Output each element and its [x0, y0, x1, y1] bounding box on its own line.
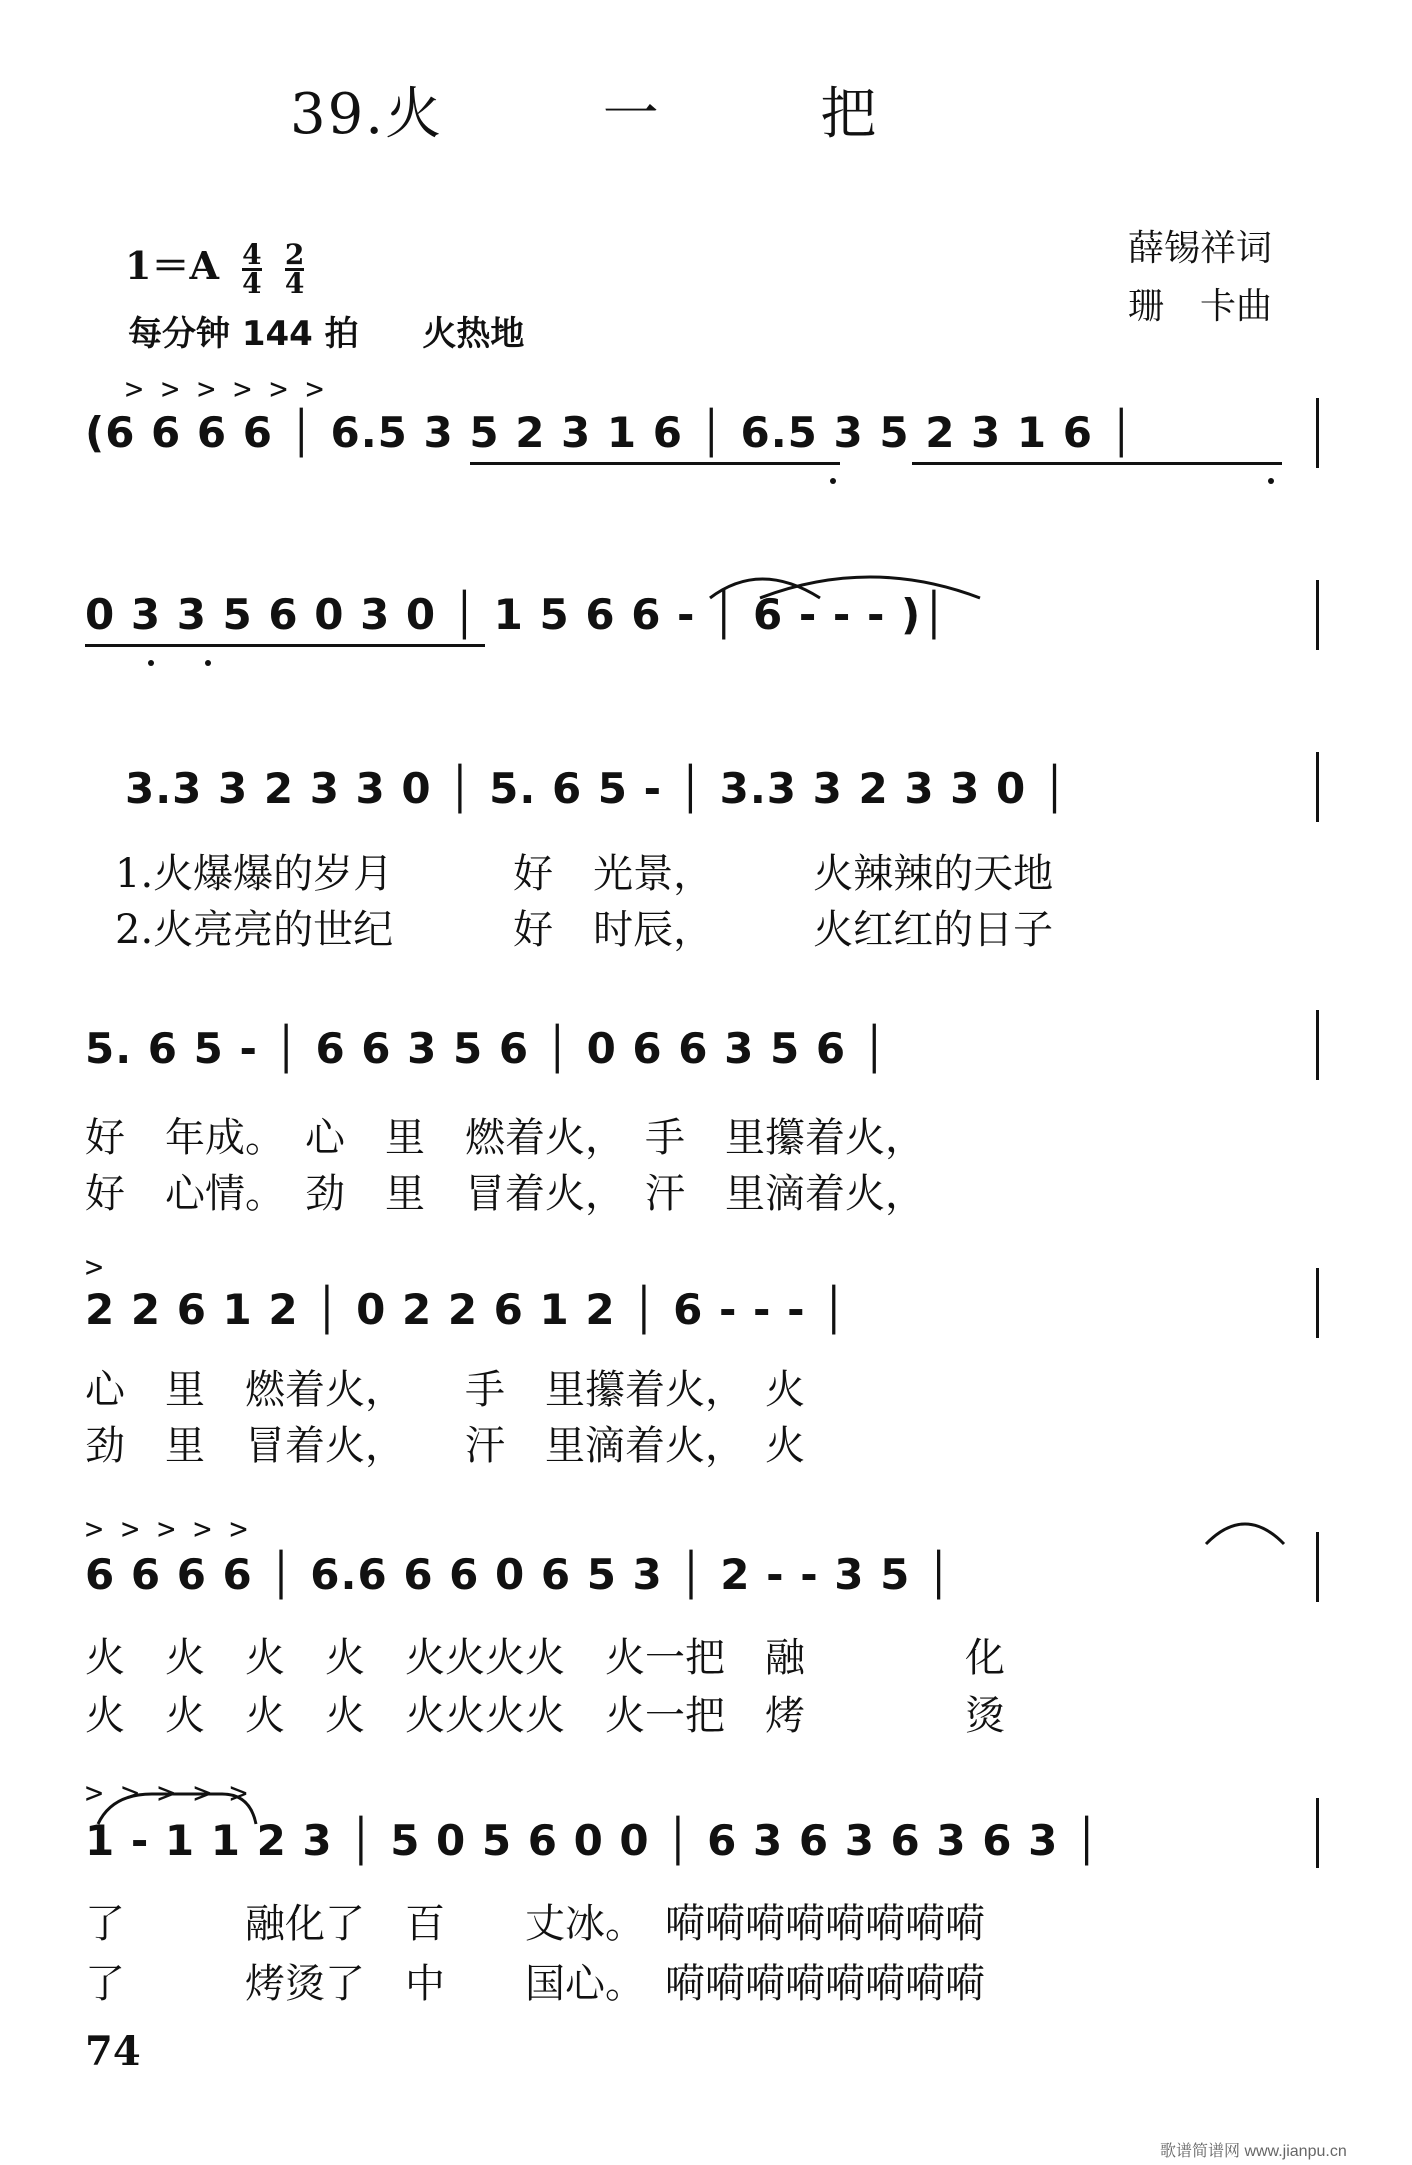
notation-line-6: 6 6 6 6 │ 6.6 6 6 0 6 5 3 │ 2 - - 3 5 │: [85, 1550, 953, 1599]
composer: 珊 卡曲: [1128, 286, 1273, 327]
barline: [1316, 752, 1319, 822]
lyrics-verse1-line4: 火 火 火 火 火火火火 火一把 融 化: [85, 1635, 1005, 1681]
barline: [1316, 580, 1319, 650]
title-char-2: 一: [602, 82, 661, 147]
notation-line-1: (6 6 6 6 │ 6.5 3 5 2 3 1 6 │ 6.5 3 5 2 3 1 6 │: [85, 408, 1135, 457]
time-signature-1: $\frac{4}{4}$: [242, 238, 262, 300]
lyrics-verse2-line3: 劲 里 冒着火， 汗 里滴着火， 火: [85, 1423, 805, 1469]
tempo-line: [128, 306, 524, 355]
accent-marks-6: > > > > >: [85, 1512, 248, 1547]
notation-line-3: 3.3 3 2 3 3 0 │ 5. 6 5 - │ 3.3 3 2 3 3 0 │: [125, 764, 1069, 813]
lyrics-verse1-line3: 心 里 燃着火， 手 里攥着火， 火: [85, 1367, 805, 1413]
lyrics-verse1-line5: 了 融化了 百 丈冰。 嗬嗬嗬嗬嗬嗬嗬嗬: [85, 1901, 985, 1947]
lyricist: 薛锡祥词: [1128, 228, 1273, 269]
barline: [1316, 1532, 1319, 1602]
barline: [1316, 398, 1319, 468]
octave-dot: [205, 660, 211, 666]
octave-dot: [830, 478, 836, 484]
lyrics-verse2-line2: 好 心情。 劲 里 冒着火， 汗 里滴着火，: [85, 1171, 925, 1217]
beam: [912, 462, 1282, 465]
time-signature-2: $\frac{2}{4}$: [284, 238, 305, 300]
octave-dot: [1268, 478, 1274, 484]
watermark: 歌谱简谱网 www.jianpu.cn: [1160, 2143, 1347, 2160]
accent-marks-7: > > > > >: [85, 1776, 248, 1811]
lyrics-verse1-line1: 1.火爆爆的岁月 好 光景， 火辣辣的天地: [115, 851, 1054, 897]
octave-dot: [148, 660, 154, 666]
lyrics-verse2-line1: 2.火亮亮的世纪 好 时辰， 火红红的日子: [115, 907, 1054, 953]
song-title: [290, 70, 878, 150]
notation-line-2: 0 3 3 5 6 0 3 0 │ 1 5 6 6 - │ 6 - - - )│: [85, 590, 948, 639]
slur: [92, 1790, 262, 1826]
title-char-3: 把: [820, 82, 879, 147]
beam: [85, 644, 485, 647]
barline: [1316, 1798, 1319, 1868]
lyrics-verse2-line4: 火 火 火 火 火火火火 火一把 烤 烫: [85, 1693, 1005, 1739]
key-signature: [125, 235, 305, 300]
lyrics-verse2-line5: 了 烤烫了 中 国心。 嗬嗬嗬嗬嗬嗬嗬嗬: [85, 1961, 985, 2007]
slur: [1200, 1510, 1290, 1546]
tempo-text: 每分钟 144 拍: [128, 314, 359, 354]
barline: [1316, 1010, 1319, 1080]
beam: [470, 462, 840, 465]
lyrics-verse1-line2: 好 年成。 心 里 燃着火， 手 里攥着火，: [85, 1115, 925, 1161]
notation-line-7: 1 - 1 1 2 3 │ 5 0 5 6 0 0 │ 6 3 6 3 6 3 6 3 │: [85, 1816, 1101, 1865]
slur: [700, 560, 990, 600]
title-number: 39.: [290, 82, 386, 147]
key-label: 1＝A: [125, 243, 219, 288]
accent-marks-5: >: [85, 1250, 104, 1285]
expression-text: 火热地: [422, 314, 525, 354]
accent-marks-1: > > > > > >: [125, 372, 324, 407]
barline: [1316, 1268, 1319, 1338]
notation-line-5: 2 2 6 1 2 │ 0 2 2 6 1 2 │ 6 - - - │: [85, 1285, 848, 1334]
page-number: 74: [85, 2028, 141, 2075]
notation-line-4: 5. 6 5 - │ 6 6 3 5 6 │ 0 6 6 3 5 6 │: [85, 1024, 888, 1073]
title-char-1: 火: [385, 82, 444, 147]
